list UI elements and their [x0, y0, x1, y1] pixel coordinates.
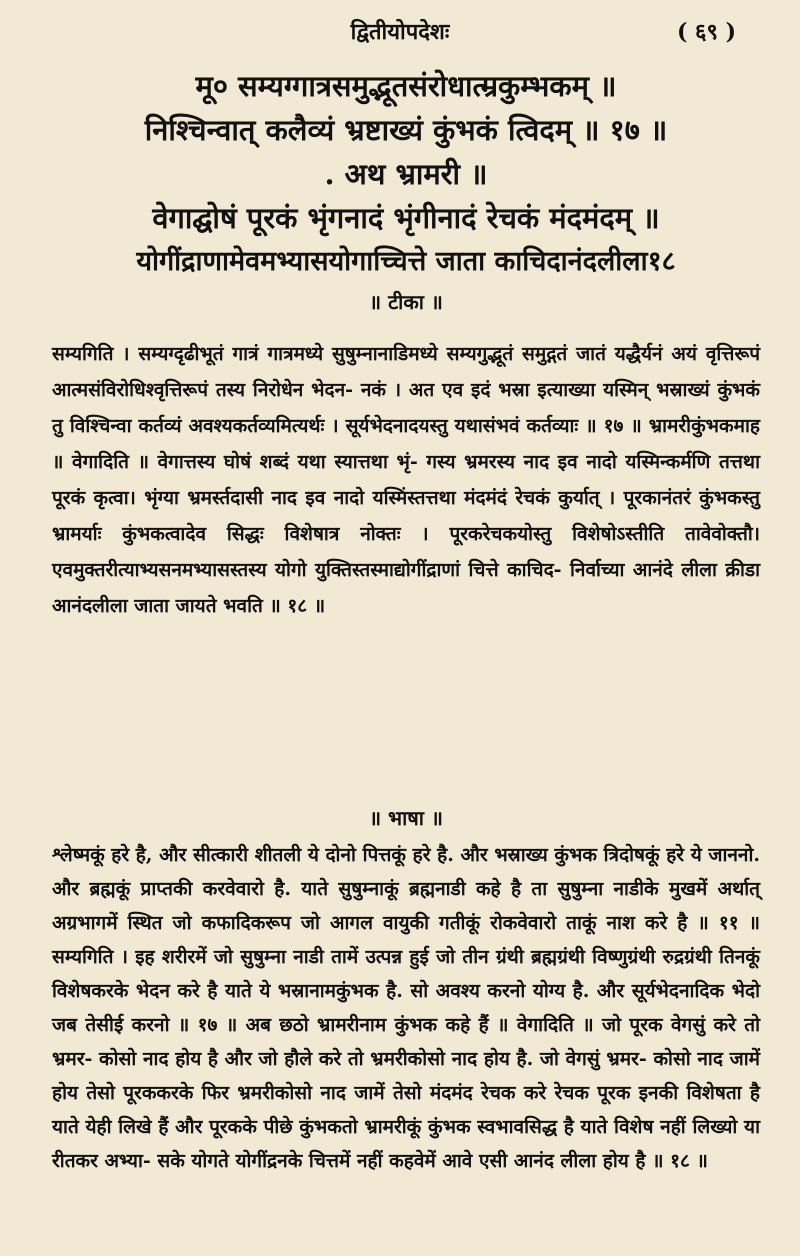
sanskrit-commentary — [52, 336, 760, 624]
bhasha-heading: ॥ भाषा ॥ — [369, 806, 443, 830]
verse-line: योगींद्राणामेवमभ्यासयोगाच्चित्ते जाता काचिदानंदलीला१८ — [136, 246, 676, 277]
hindi-commentary — [52, 838, 760, 1178]
chapter-title: द्वितीयोपदेशः — [350, 19, 450, 45]
verse-line: वेगाद्घोषं पूरकं भृंगनादं भृंगीनादं रेचकं मंदमंदम् ॥ — [152, 201, 660, 235]
verse-18-block — [52, 196, 760, 320]
commentary-paragraph: श्लेष्मकूं हरे है, और सीत्कारी शीतली ये दोनो पित्तकूं हरे है. और भस्राख्य कुंभक त्रिदोषकूं हरे ये जाननो. और ब्रह्मकूं प्राप्तकी करवेवारो है. याते सुषुम्नाकूं ब्रह्मनाडी कहे है ता सुषुम्ना नाडीके मुखमें अर्थात् अग्रभागमें स्थित जो कफादिकरूप जो आगल वायुकी गतीकूं रोकवेवारो ताकूं नाश करे है ॥ ११ ॥ सम्यगिति । इह शरीरमें जो सुषुम्ना नाडी तामें उत्पन्न हुई जो तीन ग्रंथी ब्रह्मग्रंथी विष्णुग्रंथी रुद्रग्रंथी तिनकूं विशेषकरके भेदन करे है याते ये भस्रानामकुंभक है. सो अवश्य करनो योग्य है. और सूर्यभेदनादिक भेदो जब तेसीई करनो ॥ १७ ॥ अब छठो भ्रामरीनाम कुंभक कहे हैं ॥ वेगादिति ॥ जो पूरक वेगसुं करे तो भ्रमर- कोसो नाद होय है और जो हौले करे तो भ्रमरीकोसो नाद होय है. जो वेगसुं भ्रमर- कोसो नाद जामें होय तेसो पूरककरके फिर भ्रमरीकोसो नाद जामें तेसो मंदमंद रेचक करे रेचक पूरक इनकी विशेषता है याते येही लिखे हैं और पूरकके पीछे कुंभकतो भ्रामरीकूं कुंभक स्वभावसिद्ध है याते विशेष नहीं लिख्यो या रीतकर अभ्या- सके योगते योगींद्रनके चित्तमें नहीं कहवेमें आवे एसी आनंद लीला होय है ॥ १८ ॥ — [52, 844, 760, 1172]
verse-line: निश्चिन्वात्‌ कलैव्यं भ्रष्टाख्यं कुंभकं त्विदम् ॥ १७ ॥ — [144, 113, 668, 147]
running-header — [0, 10, 800, 50]
tika-heading: ॥ टीका ॥ — [369, 290, 443, 314]
section-heading-bhramari: . अथ भ्रामरी ॥ — [324, 157, 488, 191]
page-number: ( ६९ ) — [676, 19, 736, 45]
verse-line: मू० सम्यग्गात्रसमुद्भूतसंरोधात्म्रकुम्भकम् ॥ — [195, 69, 617, 103]
commentary-paragraph: सम्यगिति । सम्यग्दृढीभूतं गात्रं गात्रमध्ये सुषुम्नानाडिमध्ये सम्यगुद्भूतं समुद्गतं जातं यद्धैर्यनं अयं वृत्तिरूपं आत्मसंविरोधिश्वृत्तिरूपं तस्य निरोधेन भेदन- नकं । अत एव इदं भस्रा इत्याख्या यस्मिन् भस्राख्यं कुंभकं तु विश्चिन्वा कर्तव्यं अवश्यकर्तव्यमित्यर्थः । सूर्यभेदनादयस्तु यथासंभवं कर्तव्याः ॥ १७ ॥ भ्रामरीकुंभकमाह ॥ वेगादिति ॥ वेगात्तस्य घोषं शब्दं यथा स्यात्तथा भृं- गस्य भ्रमरस्य नाद इव नादो यस्मिन्कर्मणि तत्तथा पूरकं कृत्वा। भृंग्या भ्रमर्स्तदासी नाद इव नादो यस्मिंस्तत्तथा मंदमंदं रेचकं कुर्यात् । पूरकानंतरं कुंभकस्तु भ्रामर्याः कुंभकत्वादेव सिद्धः विशेषात्र नोक्तः । पूरकरेचकयोस्तु विशेषोऽस्तीति तावेवोक्तौ। एवमुक्तरीत्याभ्यसनमभ्यासस्तस्य योगो युक्तिस्तस्माद्योगींद्राणां चित्ते काचिद- निर्वाच्या आनंदे लीला क्रीडा आनंदलीला जाता जायते भवति ॥ १८ ॥ — [52, 343, 760, 617]
bhasha-heading-block — [52, 800, 760, 836]
verse-17-block — [52, 64, 760, 196]
